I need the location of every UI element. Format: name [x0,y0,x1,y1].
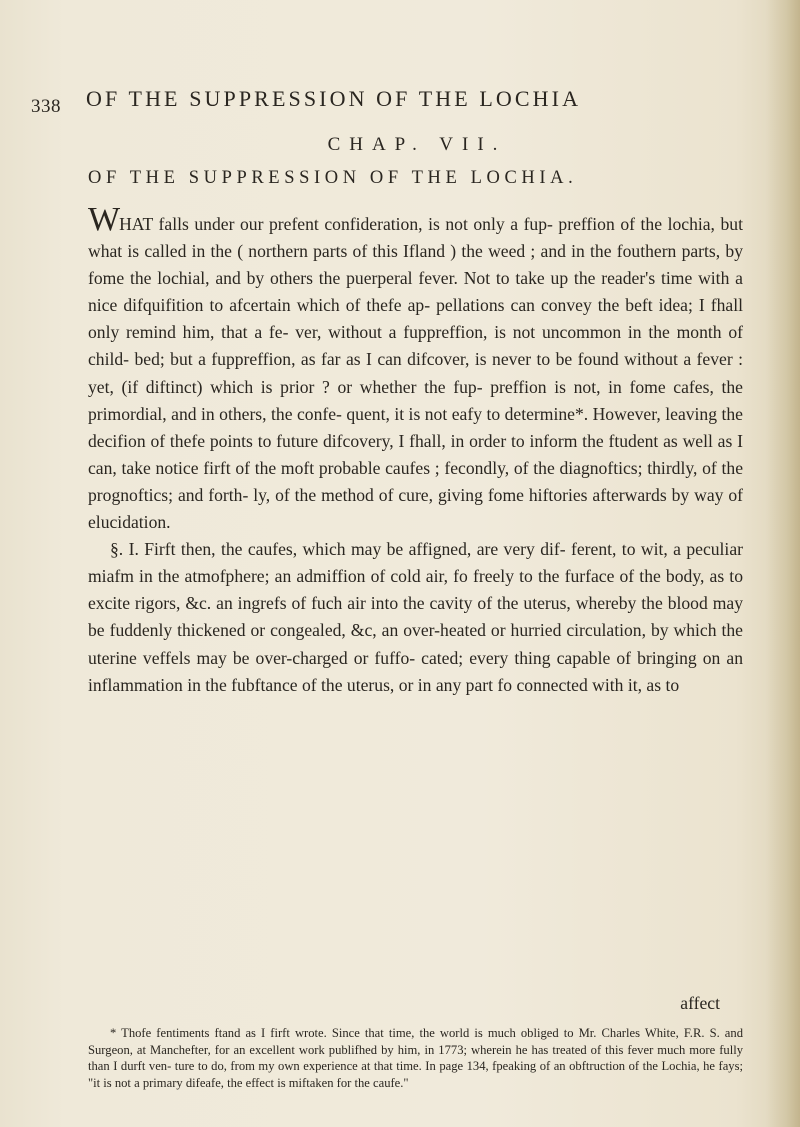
chapter-title: OF THE SUPPRESSION OF THE LOCHIA. [88,168,578,188]
drop-cap: W [88,201,120,238]
running-head [31,86,751,116]
page-number: 338 [31,96,61,117]
running-title: OF THE SUPPRESSION OF THE LOCHIA [86,86,582,111]
body-text [88,201,743,699]
catchword: affect [680,993,720,1013]
chapter-label: CHAP. VII. [327,134,507,155]
paragraph-intro-text: HAT falls under our prefent confideration, is not only a fup- preffion of the lochia, but what is called in the ( northern parts of this Ifland ) the weed ; and in the fouthern parts, by fome the lochial, and by others the puerperal fever. Not to take up the reader's time with a nice difquifition to afcertain which of thefe ap- pellations can convey the beft idea; I fhall only remind him, that a fe- ver, without a fuppreffion, is not uncommon in the month of child- bed; but a fuppreffion, as far as I can difcover, is never to be found without a fever : yet, (if diftinct) which is prior ? or whether the fup- preffion is not, in fome cafes, the primordial, and in others, the confe- quent, it is not eafy to determine*. However, leaving the decifion of thefe points to future difcovery, I fhall, in order to inform the ftudent as well as I can, take notice firft of the moft probable caufes ; fecondly, of the diagnoftics; thirdly, of the prognoftics; and forth- ly, of the method of cure, giving fome hiftories afterwards by way of elucidation. [88,214,743,533]
page-edge-stain [766,0,800,1127]
paragraph-intro [88,201,743,536]
footnote [88,1025,743,1091]
footnote-text: * Thofe fentiments ftand as I firft wrote. Since that time, the world is much obliged to Mr. Charles White, F.R. S. and Surgeon, at Manchefter, for an excellent work publifhed by him, in 1773; wherein he has treated of this fever much more fully than I durft ven- ture to do, from my own experience at that time. In page 134, fpeaking of an obftruction of the Lochia, he fays; "it is not a primary difeafe, the effect is miftaken for the caufe." [88,1026,743,1090]
paragraph-causes: §. I. Firft then, the caufes, which may be affigned, are very dif- ferent, to wit, a peculiar miafm in the atmofphere; an admiffion of cold air, fo freely to the furface of the body, as to excite rigors, &c. an ingrefs of fuch air into the cavity of the uterus, whereby the blood may be fuddenly thickened or congealed, &c, an over-heated or hurried circulation, by which the uterine veffels may be over-charged or fuffo- cated; every thing capable of bringing on an inflammation in the fubftance of the uterus, or in any part fo connected with it, as to [88,539,743,695]
